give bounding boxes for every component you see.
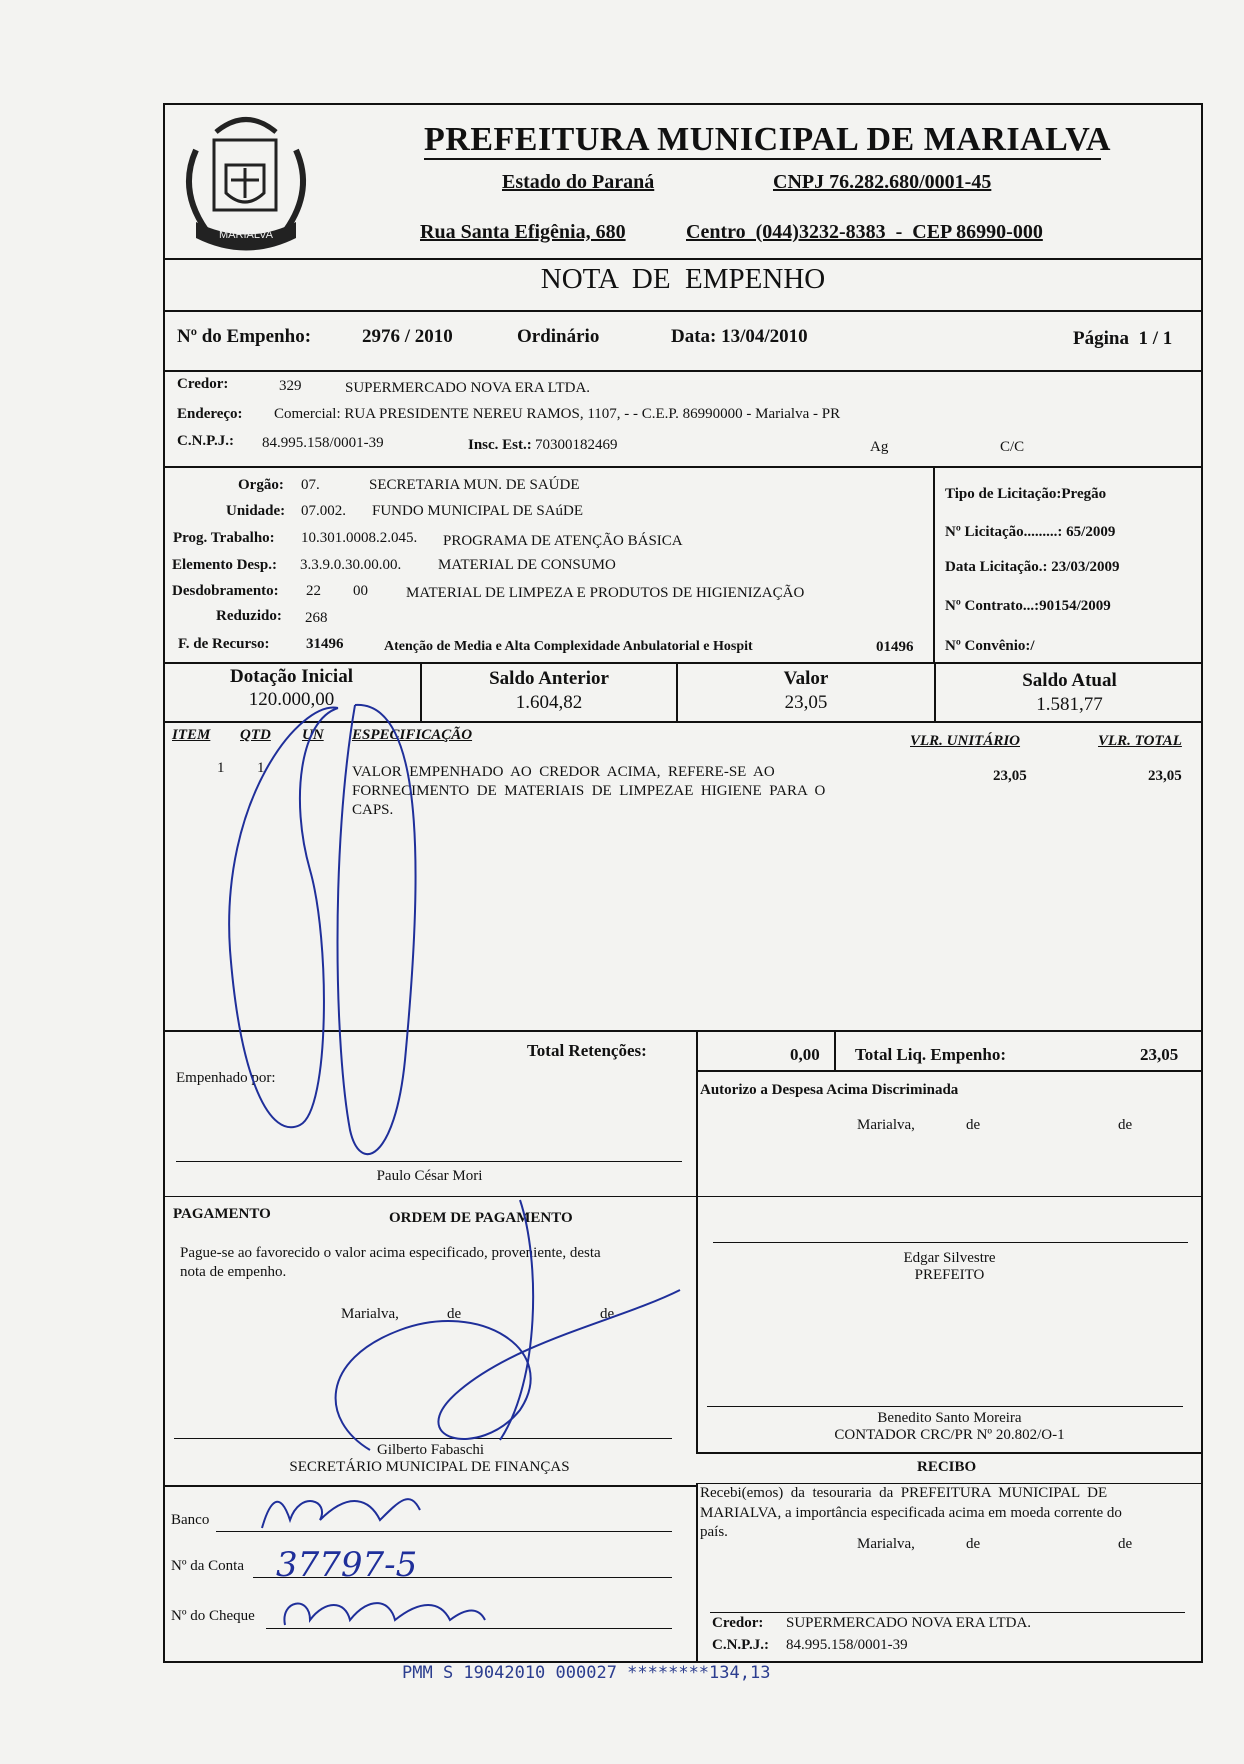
valor-value: 23,05	[784, 692, 828, 713]
empenho-number: 2976 / 2010	[362, 326, 453, 347]
institution-cnpj: CNPJ 76.282.680/0001-45	[773, 171, 992, 193]
footer-stamp: PMM S 19042010 000027 ********134,13	[402, 1663, 771, 1683]
saldo-anterior-value: 1.604,82	[515, 692, 583, 713]
col-qtd: QTD	[240, 727, 271, 743]
pagamento-text2: nota de empenho.	[180, 1264, 287, 1280]
empenhado-label: Empenhado por:	[176, 1070, 276, 1086]
credor-cnpj-value: 84.995.158/0001-39	[262, 435, 384, 451]
recibo-de2: de	[1118, 1536, 1133, 1552]
recibo-credor-value: SUPERMERCADO NOVA ERA LTDA.	[786, 1615, 1032, 1631]
recibo-line2: MARIALVA, a importância especificada acima em moeda corrente do	[700, 1505, 1122, 1521]
dotacao-label: Dotação Inicial	[230, 666, 353, 687]
unidade-name: FUNDO MUNICIPAL DE SAúDE	[372, 503, 583, 519]
autorizo-de1: de	[966, 1117, 981, 1133]
dotacao-value: 120.000,00	[248, 689, 335, 710]
col-item: ITEM	[172, 727, 211, 743]
desd-label: Desdobramento:	[172, 583, 279, 599]
elem-label: Elemento Desp.:	[172, 557, 277, 573]
autorizo-place: Marialva,	[857, 1117, 915, 1133]
conta-handwritten: 37797-5	[276, 1545, 418, 1585]
pagamento-signer: Gilberto Fabaschi	[377, 1442, 485, 1458]
contador-name: Benedito Santo Moreira	[877, 1410, 1022, 1426]
saldo-atual-label: Saldo Atual	[1022, 670, 1117, 691]
desd-sub: 00	[353, 583, 368, 599]
ordem-pagamento-label: ORDEM DE PAGAMENTO	[389, 1210, 573, 1226]
saldo-atual-value: 1.581,77	[1036, 694, 1103, 715]
insc-value: 70300182469	[535, 437, 618, 453]
recibo-title: RECIBO	[917, 1459, 977, 1475]
ag-label: Ag	[870, 439, 889, 455]
banco-label: Banco	[171, 1512, 210, 1528]
col-un: UN	[302, 727, 324, 743]
recurso-name: Atenção de Media e Alta Complexidade Anbulatorial e Hospit	[384, 639, 753, 654]
autorizo-de2: de	[1118, 1117, 1133, 1133]
pagamento-de1: de	[447, 1306, 462, 1322]
institution-address: Rua Santa Efigênia, 680	[420, 221, 626, 243]
finance-signature-tail	[500, 1200, 533, 1440]
state-name: Estado do Paraná	[502, 171, 655, 193]
desd-name: MATERIAL DE LIMPEZA E PRODUTOS DE HIGIENIZAÇÃO	[406, 585, 805, 601]
institution-name: PREFEITURA MUNICIPAL DE MARIALVA	[424, 121, 1111, 158]
recurso-code: 31496	[306, 636, 344, 652]
cc-label: C/C	[1000, 439, 1025, 455]
col-unit-value: VLR. UNITÁRIO	[910, 733, 1021, 749]
empenho-date: Data: 13/04/2010	[671, 326, 808, 347]
row-spec-line2: FORNECIMENTO DE MATERIAIS DE LIMPEZAE HIGIENE PARA O	[352, 783, 826, 799]
institution-centro-phone-cep: Centro (044)3232-8383 - CEP 86990-000	[686, 221, 1043, 243]
recibo-line3: país.	[700, 1524, 728, 1540]
pagamento-de2: de	[600, 1306, 615, 1322]
recurso-label: F. de Recurso:	[178, 636, 270, 652]
row-spec-line3: CAPS.	[352, 802, 394, 818]
row-unit-value: 23,05	[993, 768, 1027, 784]
elem-code: 3.3.9.0.30.00.00.	[300, 557, 402, 573]
licitacao-numero: Nº Licitação.........: 65/2009	[945, 524, 1116, 540]
recibo-cnpj-value: 84.995.158/0001-39	[786, 1637, 908, 1653]
pagamento-place: Marialva,	[341, 1306, 399, 1322]
recibo-place: Marialva,	[857, 1536, 915, 1552]
orgao-name: SECRETARIA MUN. DE SAÚDE	[369, 477, 580, 493]
licitacao-tipo: Tipo de Licitação:Pregão	[945, 486, 1107, 502]
prog-label: Prog. Trabalho:	[173, 530, 275, 546]
conta-label: Nº da Conta	[171, 1558, 244, 1574]
cheque-signature	[284, 1603, 485, 1625]
licitacao-contrato: Nº Contrato...:90154/2009	[945, 598, 1111, 614]
initial-loop-left	[229, 708, 338, 1128]
endereco-label: Endereço:	[177, 406, 243, 422]
prog-name: PROGRAMA DE ATENÇÃO BÁSICA	[443, 533, 683, 549]
prefeito-role: PREFEITO	[914, 1267, 985, 1283]
retencoes-value: 0,00	[790, 1045, 820, 1064]
unidade-code: 07.002.	[301, 503, 346, 519]
empenhado-signer: Paulo César Mori	[376, 1168, 483, 1184]
doc-title: NOTA DE EMPENHO	[540, 263, 826, 295]
liq-value: 23,05	[1140, 1045, 1179, 1064]
recibo-credor-label: Credor:	[712, 1615, 764, 1631]
credor-cnpj-label: C.N.P.J.:	[177, 433, 234, 449]
reduzido-value: 268	[305, 610, 328, 626]
saldo-anterior-label: Saldo Anterior	[489, 668, 609, 689]
retencoes-label: Total Retenções:	[527, 1041, 647, 1060]
empenho-type: Ordinário	[517, 326, 600, 347]
elem-name: MATERIAL DE CONSUMO	[438, 557, 616, 573]
contador-role: CONTADOR CRC/PR Nº 20.802/O-1	[834, 1427, 1065, 1443]
recibo-line1: Recebi(emos) da tesouraria da PREFEITURA MUNICIPAL DE	[700, 1485, 1108, 1501]
row-item: 1	[217, 760, 225, 776]
endereco-value: Comercial: RUA PRESIDENTE NEREU RAMOS, 1107, - - C.E.P. 86990000 - Marialva - PR	[274, 406, 841, 422]
recibo-de1: de	[966, 1536, 981, 1552]
svg-text:MARIALVA: MARIALVA	[219, 229, 273, 241]
credor-code: 329	[279, 378, 302, 394]
pagamento-label: PAGAMENTO	[173, 1206, 271, 1222]
liq-label: Total Liq. Empenho:	[855, 1045, 1006, 1064]
credor-name: SUPERMERCADO NOVA ERA LTDA.	[345, 380, 591, 396]
col-spec: ESPECIFICAÇÃO	[352, 727, 473, 743]
unidade-label: Unidade:	[226, 503, 286, 519]
insc-label: Insc. Est.:	[468, 437, 532, 453]
pagamento-text1: Pague-se ao favorecido o valor acima especificado, proveniente, desta	[180, 1245, 601, 1261]
reduzido-label: Reduzido:	[216, 608, 282, 624]
initial-loop-right	[338, 705, 416, 1154]
autorizo-title: Autorizo a Despesa Acima Discriminada	[700, 1082, 959, 1098]
col-total-value: VLR. TOTAL	[1098, 733, 1182, 749]
row-qtd: 1	[257, 760, 265, 776]
page-number: Página 1 / 1	[1073, 328, 1173, 349]
licitacao-data: Data Licitação.: 23/03/2009	[945, 559, 1120, 575]
cheque-label: Nº do Cheque	[171, 1608, 255, 1624]
orgao-label: Orgão:	[238, 477, 284, 493]
row-total-value: 23,05	[1148, 768, 1182, 784]
credor-label: Credor:	[177, 376, 229, 392]
recurso-extra: 01496	[876, 639, 914, 655]
prefeito-name: Edgar Silvestre	[903, 1250, 996, 1266]
banco-signature	[262, 1499, 420, 1528]
desd-code: 22	[306, 583, 321, 599]
empenho-label: Nº do Empenho:	[177, 326, 312, 347]
recibo-cnpj-label: C.N.P.J.:	[712, 1637, 769, 1653]
pagamento-role: SECRETÁRIO MUNICIPAL DE FINANÇAS	[289, 1459, 570, 1475]
orgao-code: 07.	[301, 477, 320, 493]
row-spec-line1: VALOR EMPENHADO AO CREDOR ACIMA, REFERE-SE AO	[352, 764, 775, 780]
licitacao-convenio: Nº Convênio:/	[945, 638, 1035, 654]
valor-label: Valor	[783, 668, 829, 689]
prog-code: 10.301.0008.2.045.	[301, 530, 418, 546]
